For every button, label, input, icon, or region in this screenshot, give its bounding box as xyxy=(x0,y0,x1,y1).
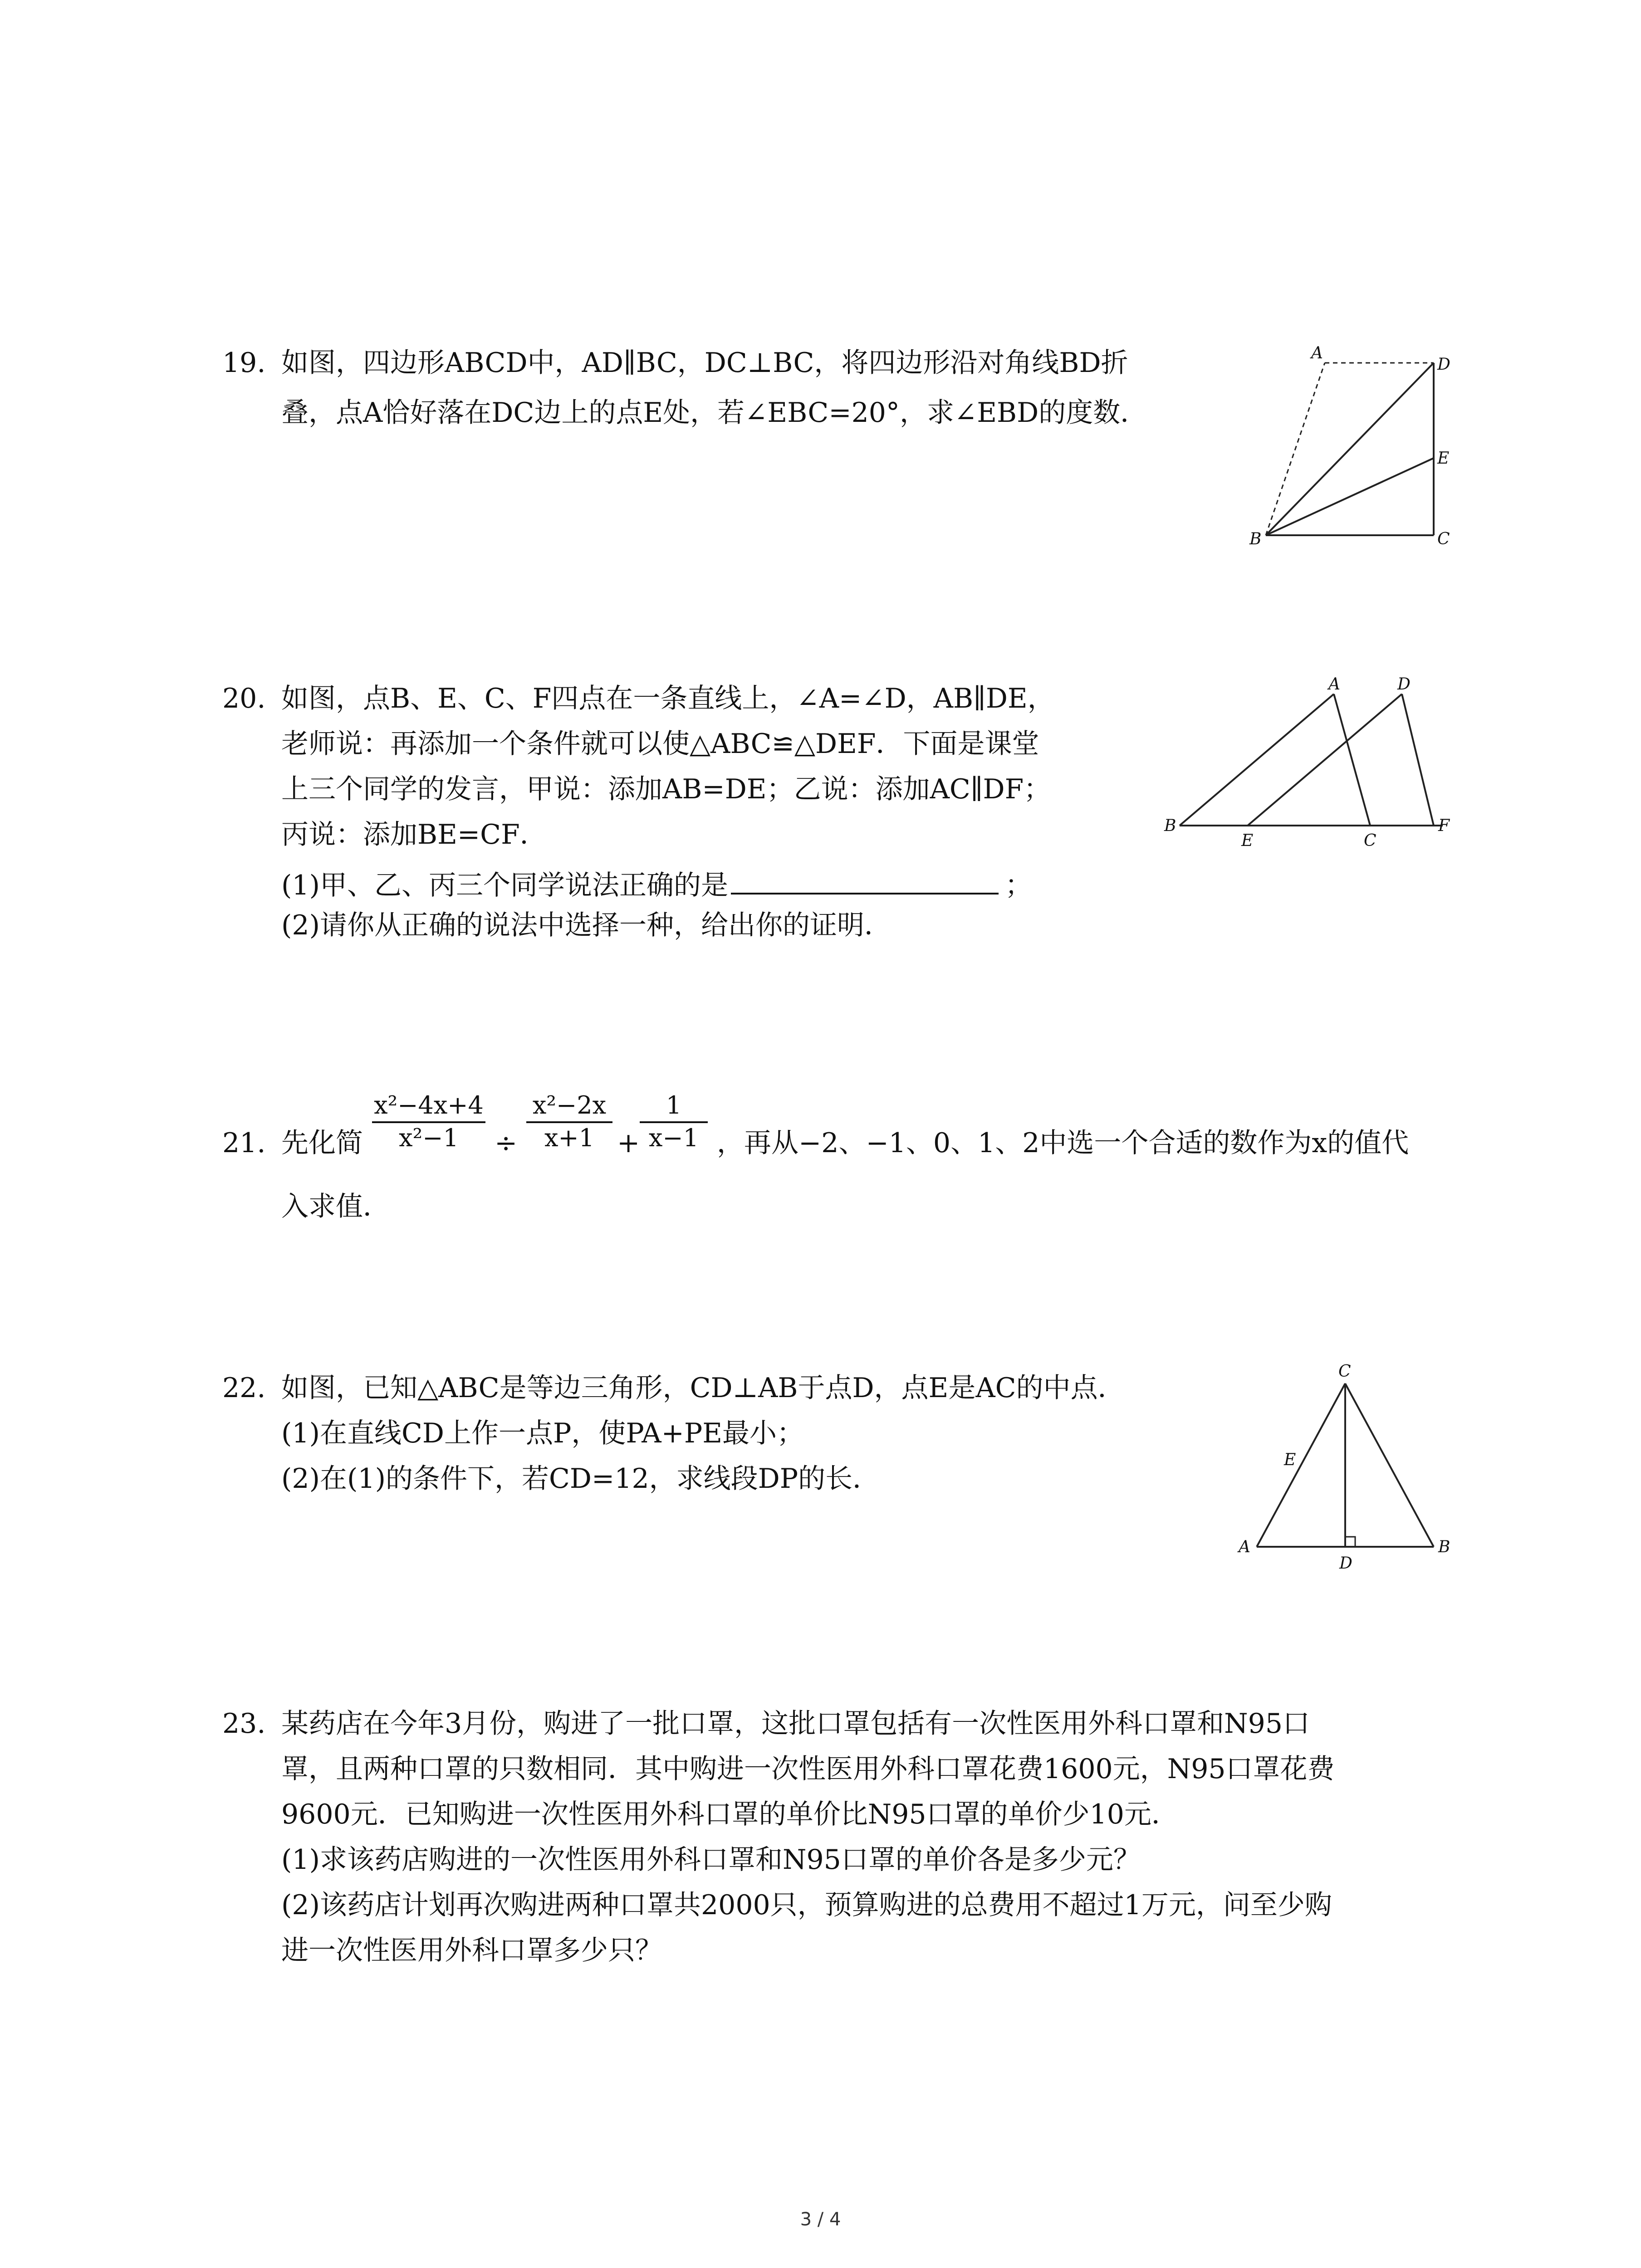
question-number: 23. xyxy=(222,1708,266,1740)
label-F: F xyxy=(1438,816,1450,835)
q21-suffix: ，再从−2、−1、0、1、2中选一个合适的数作为x的值代 xyxy=(717,1127,1409,1159)
question-text-line: 进一次性医用外科口罩多少只？ xyxy=(281,1935,662,1966)
question-text-line: 某药店在今年3月份，购进了一批口罩，这批口罩包括有一次性医用外科口罩和N95口 xyxy=(281,1708,1310,1740)
fraction-3-denominator: x−1 xyxy=(648,1124,699,1152)
question-number: 20. xyxy=(222,683,266,714)
label-A: A xyxy=(1239,1538,1250,1556)
question-part-1 xyxy=(281,866,1032,899)
question-21 xyxy=(222,1093,1447,1243)
fraction-bar xyxy=(372,1121,485,1123)
fraction-2-numerator: x²−2x xyxy=(532,1091,607,1119)
plus-sign: + xyxy=(617,1127,640,1159)
fraction-3-numerator: 1 xyxy=(666,1091,682,1119)
question-text-line: (2)该药店计划再次购进两种口罩共2000只，预算购进的总费用不超过1万元，问至少购 xyxy=(281,1889,1332,1921)
part-1-text: (1)甲、乙、丙三个同学说法正确的是 xyxy=(281,870,728,901)
question-text-line: 如图，四边形ABCD中，AD∥BC，DC⊥BC，将四边形沿对角线BD折 xyxy=(281,347,1128,379)
fraction-1-numerator: x²−4x+4 xyxy=(374,1091,484,1119)
question-text-line: 如图，已知△ABC是等边三角形，CD⊥AB于点D，点E是AC的中点． xyxy=(281,1372,1125,1404)
fraction-2 xyxy=(526,1093,612,1150)
question-text-line: 上三个同学的发言，甲说：添加AB=DE；乙说：添加AC∥DF； xyxy=(281,773,1051,805)
fraction-1 xyxy=(372,1093,485,1150)
question-text-line: 9600元．已知购进一次性医用外科口罩的单价比N95口罩的单价少10元． xyxy=(281,1799,1179,1830)
label-C: C xyxy=(1338,1362,1351,1381)
page-number: 3 / 4 xyxy=(800,2209,841,2230)
label-E: E xyxy=(1437,449,1450,468)
question-part-2: (2)请你从正确的说法中选择一种，给出你的证明． xyxy=(281,909,892,941)
question-text-line: 叠，点A恰好落在DC边上的点E处，若∠EBC=20°，求∠EBD的度数． xyxy=(281,397,1148,429)
question-text-line: (1)在直线CD上作一点P，使PA+PE最小； xyxy=(281,1418,804,1449)
label-E: E xyxy=(1284,1451,1296,1469)
label-C: C xyxy=(1437,530,1450,548)
question-number: 21. xyxy=(222,1127,266,1159)
question-text-line: 罩，且两种口罩的只数相同．其中购进一次性医用外科口罩花费1600元，N95口罩花费 xyxy=(281,1753,1335,1785)
fraction-3 xyxy=(640,1093,708,1150)
label-B: B xyxy=(1164,816,1176,835)
label-C: C xyxy=(1364,831,1376,848)
part-1-end: ； xyxy=(1005,870,1032,901)
label-A: A xyxy=(1311,345,1323,362)
figure-q20-triangles xyxy=(1161,676,1461,848)
fraction-bar xyxy=(640,1121,708,1123)
label-A: A xyxy=(1328,676,1340,694)
question-23 xyxy=(222,1710,1447,2000)
fraction-2-denominator: x+1 xyxy=(544,1124,595,1152)
question-text-line: 丙说：添加BE=CF． xyxy=(281,819,547,850)
fraction-1-denominator: x²−1 xyxy=(399,1124,459,1152)
question-text-line: 入求值． xyxy=(281,1191,390,1222)
label-D: D xyxy=(1397,676,1411,694)
question-text-line: (1)求该药店购进的一次性医用外科口罩和N95口罩的单价各是多少元？ xyxy=(281,1844,1141,1876)
question-number: 19. xyxy=(222,347,266,379)
question-number: 22. xyxy=(222,1372,266,1404)
label-E: E xyxy=(1241,831,1254,848)
figure-q19-quadrilateral xyxy=(1243,345,1452,553)
answer-blank[interactable] xyxy=(731,866,999,894)
label-D: D xyxy=(1339,1554,1352,1573)
q21-prefix: 先化简 xyxy=(281,1127,363,1159)
label-B: B xyxy=(1249,530,1262,548)
label-D: D xyxy=(1437,355,1450,374)
label-B: B xyxy=(1438,1538,1450,1556)
fraction-bar xyxy=(526,1121,612,1123)
figure-q22-equilateral-triangle xyxy=(1230,1356,1465,1574)
division-sign: ÷ xyxy=(495,1127,518,1159)
question-text-line: 老师说：再添加一个条件就可以使△ABC≌△DEF．下面是课堂 xyxy=(281,728,1039,760)
question-text-line: 如图，点B、E、C、F四点在一条直线上，∠A=∠D，AB∥DE， xyxy=(281,683,1055,714)
question-text-line: (2)在(1)的条件下，若CD=12，求线段DP的长． xyxy=(281,1463,880,1495)
